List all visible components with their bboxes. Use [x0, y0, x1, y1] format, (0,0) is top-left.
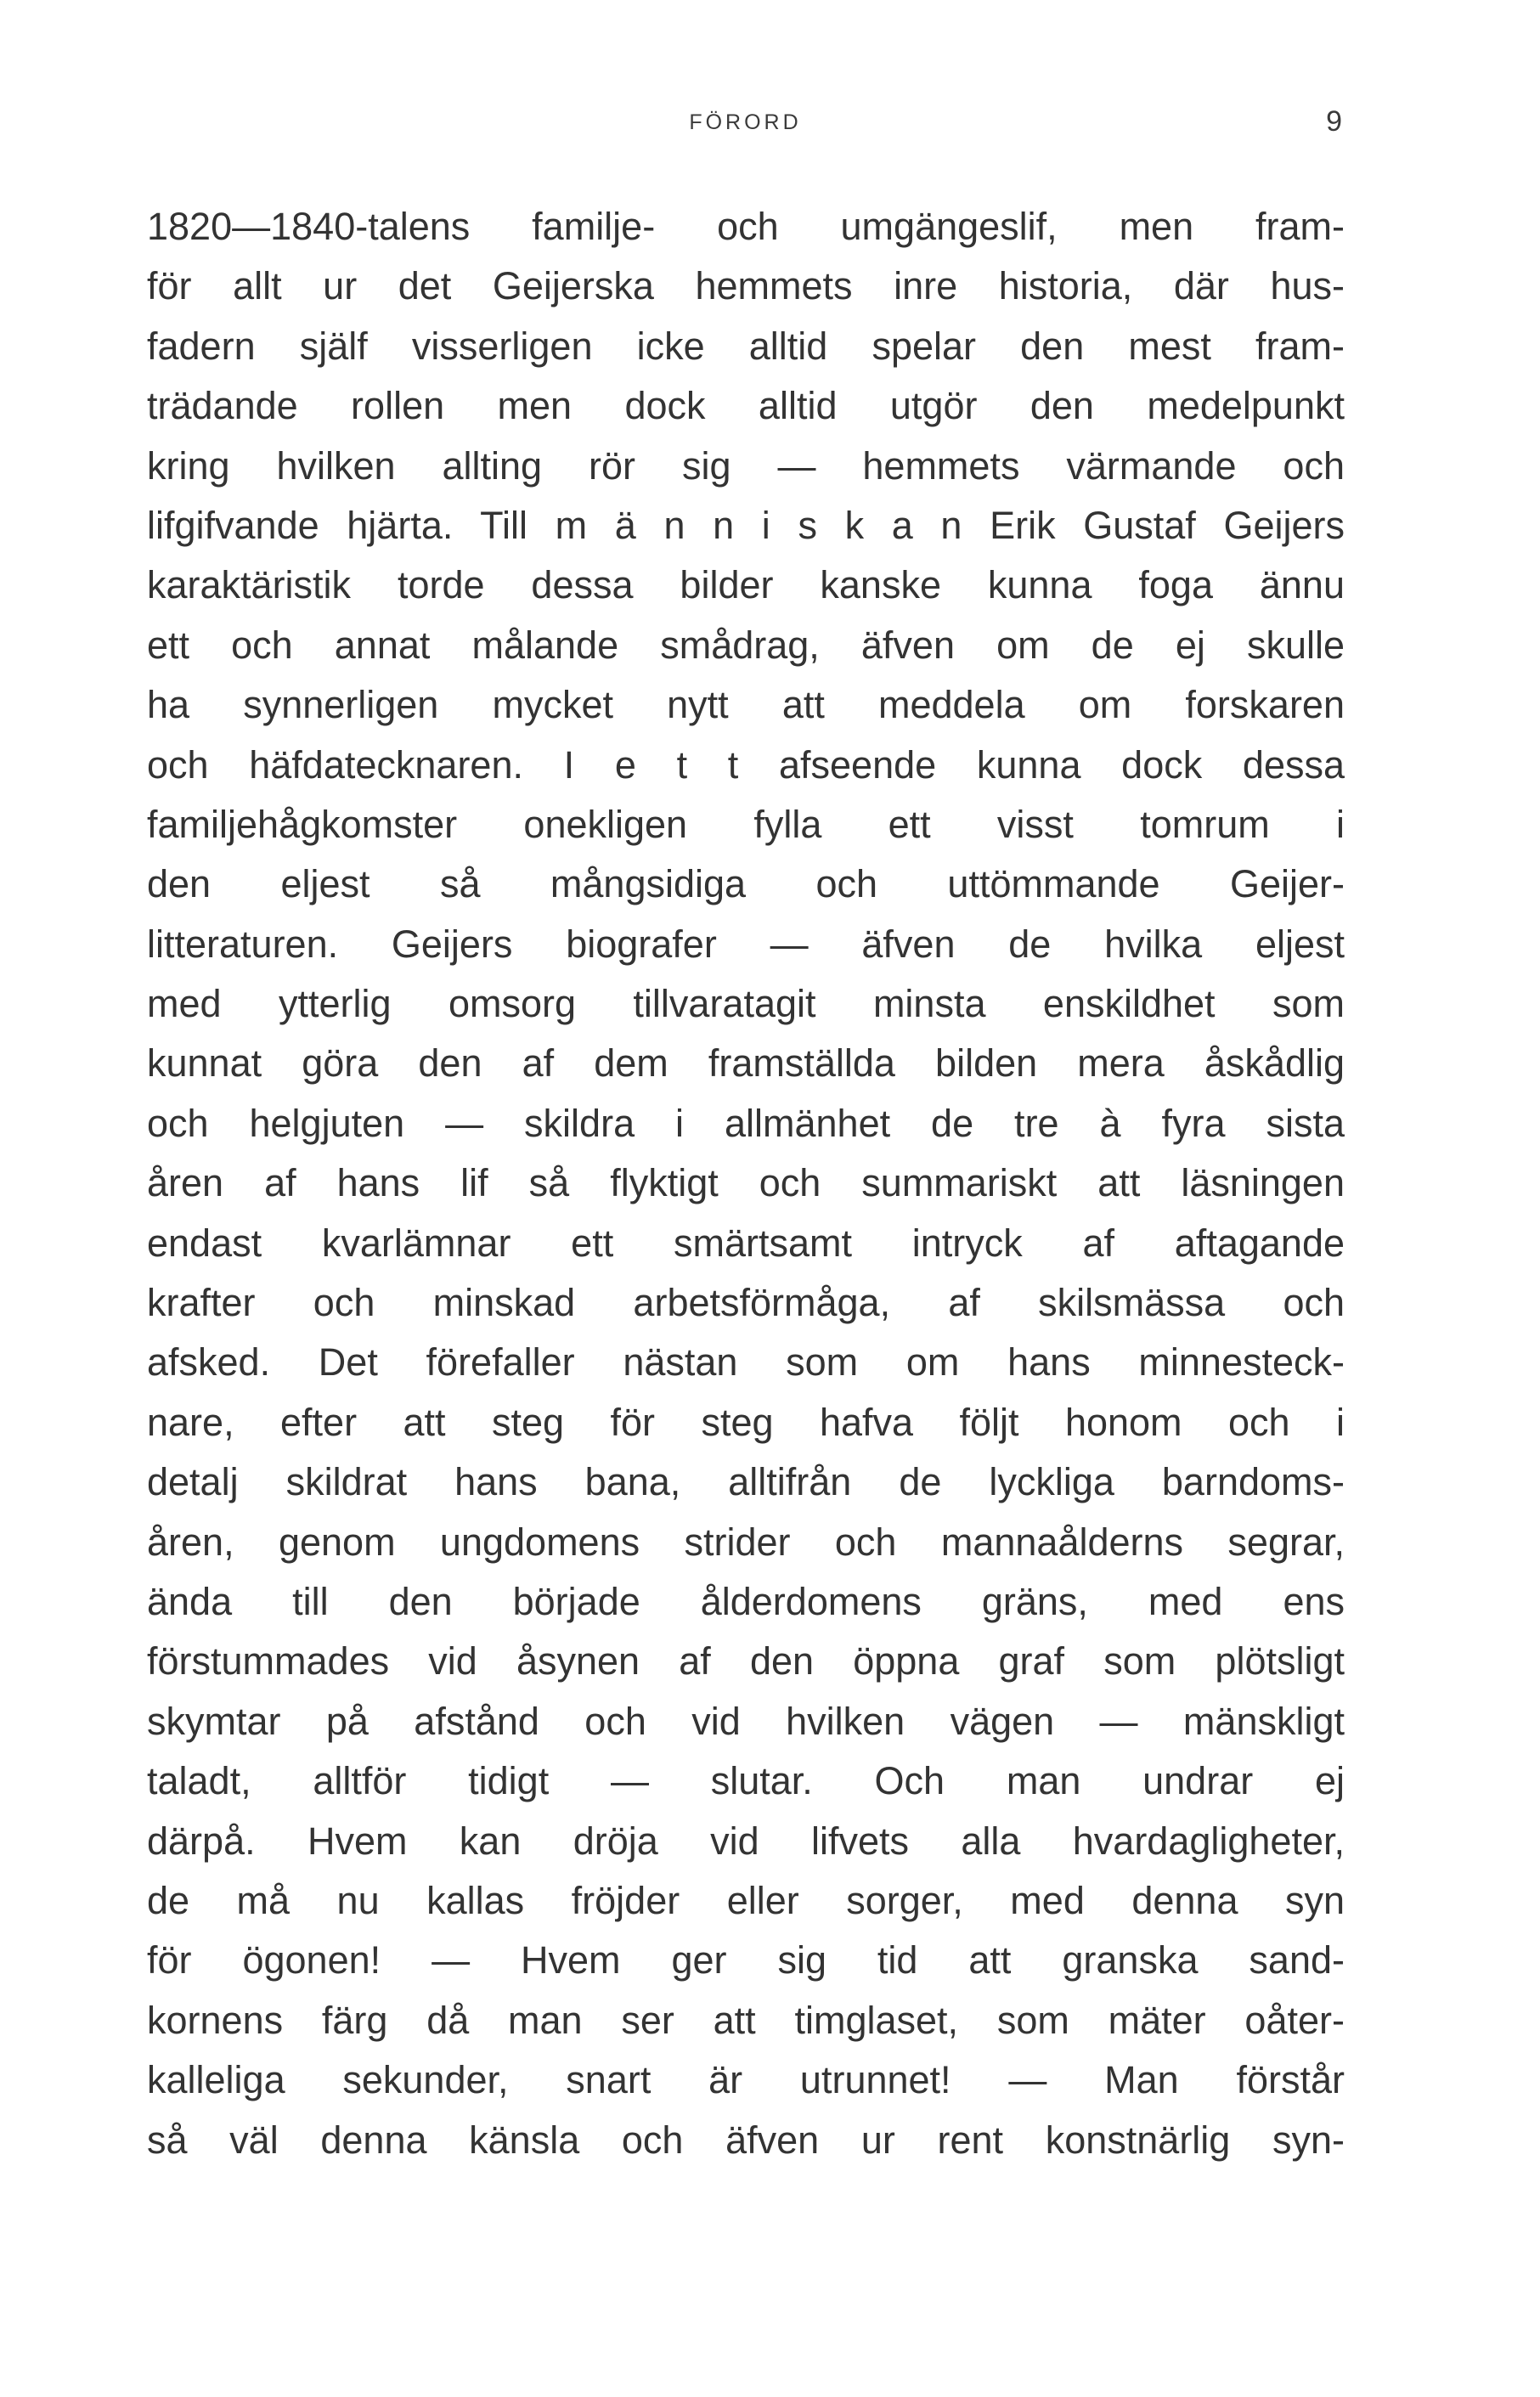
text-line: förstummades vid åsynen af den öppna graf som plötsligt [147, 1639, 1345, 1684]
text-line: litteraturen. Geijers biografer — äfven de hvilka eljest [147, 922, 1345, 966]
page-number: 9 [1326, 105, 1342, 138]
text-line: och häfdatecknaren. I e t t afseende kunna dock dessa [147, 742, 1345, 787]
text-line: de må nu kallas fröjder eller sorger, med denna syn [147, 1878, 1345, 1922]
text-line: 1820—1840-talens familje- och umgängeslif, men fram- [147, 205, 1345, 248]
text-line: krafter och minskad arbetsförmåga, af skilsmässa och [147, 1281, 1345, 1325]
text-line: ända till den började ålderdomens gräns, med ens [147, 1579, 1345, 1623]
text-line: detalj skildrat hans bana, alltifrån de lyckliga barndoms- [147, 1460, 1345, 1504]
text-line: kring hvilken allting rör sig — hemmets värmande och [147, 443, 1345, 488]
text-line: lifgifvande hjärta. Till m ä n n i s k a n Erik Gustaf Geijers [147, 503, 1345, 547]
text-line: nare, efter att steg för steg hafva följt honom och i [147, 1400, 1345, 1444]
text-line: med ytterlig omsorg tillvaratagit minsta enskildhet som [147, 982, 1345, 1026]
text-line: och helgjuten — skildra i allmänhet de tre à fyra sista [147, 1101, 1345, 1145]
page-header [149, 105, 1342, 153]
text-line: familjehågkomster onekligen fylla ett visst tomrum i [147, 802, 1345, 846]
text-line: fadern själf visserligen icke alltid spelar den mest fram- [147, 324, 1345, 368]
text-line: ett och annat målande smådrag, äfven om de ej skulle [147, 623, 1345, 667]
text-line: karaktäristik torde dessa bilder kanske kunna foga ännu [147, 563, 1345, 607]
body-text [147, 197, 1345, 2170]
text-line: för ögonen! — Hvem ger sig tid att granska sand- [147, 1938, 1345, 1982]
text-line: trädande rollen men dock alltid utgör den medelpunkt [147, 384, 1345, 428]
text-line: för allt ur det Geijerska hemmets inre historia, där hus- [147, 264, 1345, 308]
text-line: afsked. Det förefaller nästan som om hans minnesteck- [147, 1340, 1345, 1385]
text-line: kunnat göra den af dem framställda bilden mera åskådlig [147, 1041, 1345, 1086]
text-line: den eljest så mångsidiga och uttömmande Geijer- [147, 862, 1345, 906]
text-line: endast kvarlämnar ett smärtsamt intryck af aftagande [147, 1221, 1345, 1265]
text-line: taladt, alltför tidigt — slutar. Och man undrar ej [147, 1759, 1345, 1803]
text-line: kalleliga sekunder, snart är utrunnet! — Man förstår [147, 2058, 1345, 2102]
text-line: skymtar på afstånd och vid hvilken vägen — mänskligt [147, 1699, 1345, 1743]
text-line: kornens färg då man ser att timglaset, som mäter oåter- [147, 1998, 1345, 2042]
text-line: åren, genom ungdomens strider och mannaålderns segrar, [147, 1520, 1345, 1564]
text-line: därpå. Hvem kan dröja vid lifvets alla hvardagligheter, [147, 1819, 1345, 1863]
text-line: åren af hans lif så flyktigt och summariskt att läsningen [147, 1161, 1345, 1205]
text-line: så väl denna känsla och äfven ur rent konstnärlig syn- [147, 2118, 1345, 2162]
running-title: FÖRORD [689, 110, 802, 134]
text-line: ha synnerligen mycket nytt att meddela om forskaren [147, 683, 1345, 727]
